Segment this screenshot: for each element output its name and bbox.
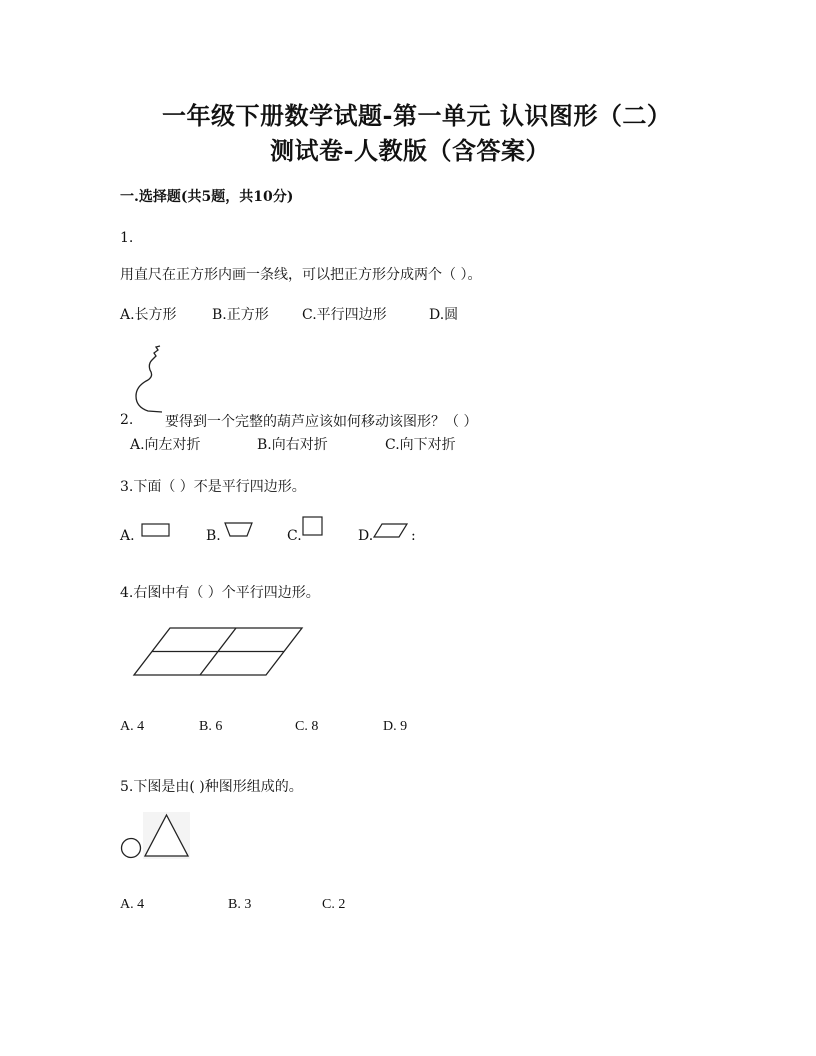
question-4-stem: 4.右图中有（ ）个平行四边形。 <box>120 585 320 601</box>
question-1-option-d: D.圆 <box>429 307 459 323</box>
square-shape <box>302 516 324 536</box>
parallelogram-shape <box>373 523 409 539</box>
title-line-2: 测试卷-人教版（含答案） <box>270 136 550 165</box>
triangle-shape <box>143 812 191 860</box>
question-1-option-c: C.平行四边形 <box>302 307 387 323</box>
parallelogram-grid-figure <box>132 626 307 678</box>
question-4-option-c: C. 8 <box>295 719 319 734</box>
question-4-option-a: A. 4 <box>120 719 145 734</box>
question-1-option-b: B.正方形 <box>212 307 269 323</box>
circle-shape <box>120 837 144 861</box>
question-2-number: 2. <box>120 412 134 428</box>
question-2-option-c: C.向下对折 <box>385 437 456 453</box>
question-4-option-d: D. 9 <box>383 719 408 734</box>
trapezoid-shape <box>224 522 254 538</box>
question-1-number: 1. <box>120 230 134 246</box>
rectangle-shape <box>141 523 171 537</box>
section-heading: 一.选择题(共5题，共10分) <box>120 189 294 205</box>
question-3-stem: 3.下面（ ）不是平行四边形。 <box>120 479 306 495</box>
question-1-option-a: A.长方形 <box>120 307 177 323</box>
question-3-option-b: B. <box>206 528 221 544</box>
question-4-option-b: B. 6 <box>199 719 223 734</box>
question-3-trailing-mark: : <box>411 528 416 544</box>
question-3-option-d: D. <box>358 528 374 544</box>
question-3-option-c: C. <box>287 528 302 544</box>
question-1-stem: 用直尺在正方形内画一条线，可以把正方形分成两个（ ）。 <box>120 267 482 283</box>
question-2-stem: 要得到一个完整的葫芦应该如何移动该图形？（ ） <box>165 414 478 430</box>
question-5-option-b: B. 3 <box>228 897 252 912</box>
question-3-option-a: A. <box>120 528 135 544</box>
question-5-stem: 5.下图是由( )种图形组成的。 <box>120 779 303 795</box>
title-line-1: 一年级下册数学试题-第一单元 认识图形（二） <box>162 101 672 130</box>
question-5-option-a: A. 4 <box>120 897 145 912</box>
question-2-option-b: B.向右对折 <box>257 437 328 453</box>
question-2-option-a: A.向左对折 <box>130 437 201 453</box>
half-gourd-figure <box>132 344 172 414</box>
question-5-option-c: C. 2 <box>322 897 346 912</box>
